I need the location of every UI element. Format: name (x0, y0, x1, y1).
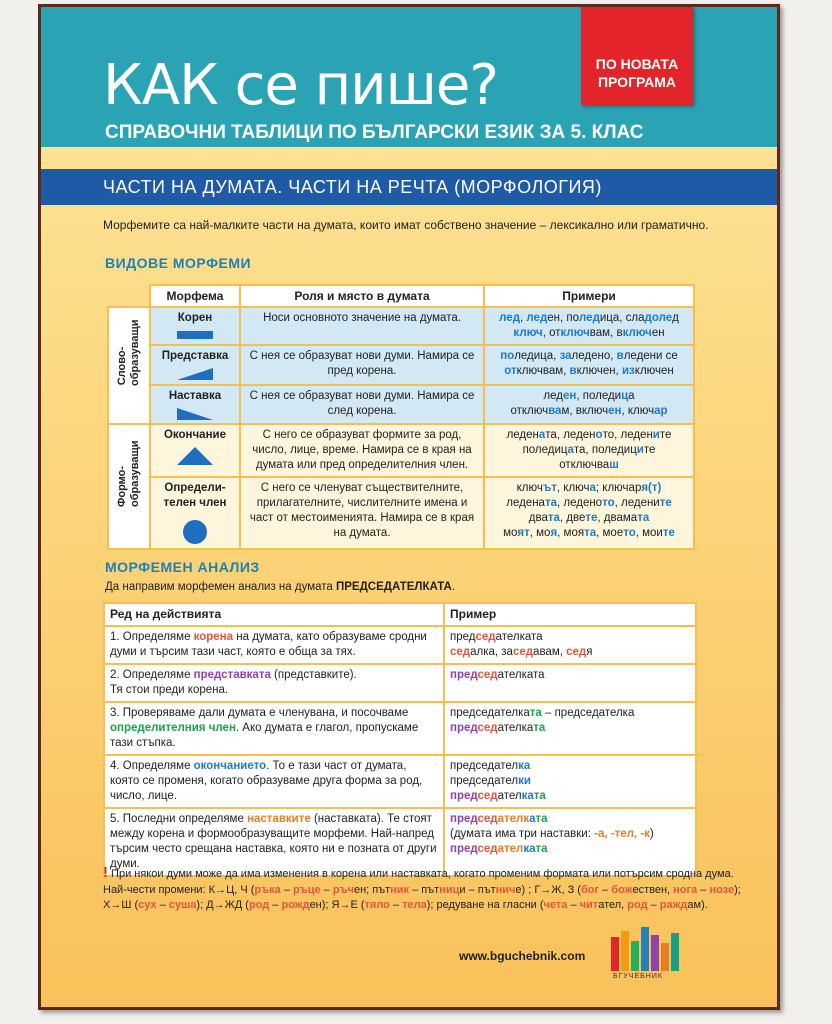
analysis-table (103, 602, 697, 877)
table-row: 5. Последни определяме наставките (наставката). Те стоят между корена и формообразуващите морфеми. Най-напред търсим често срещана наставка, която ни е позната от други думи. председателката (думата има три наставки: -а, -тел, -к) председателката (104, 808, 696, 876)
new-program-badge: ПО НОВАТА ПРОГРАМА (581, 7, 693, 105)
morpheme-types-table (107, 284, 695, 550)
col-steps: Ред на действията (104, 603, 444, 626)
poster (38, 4, 780, 1010)
table-row: Наставка С нея се образуват нови думи. Намира се след корена. леден, поледица отключвам, включен, ключар (108, 385, 694, 424)
table-row: 1. Определяме корена на думата, като образуваме сродни думи и търсим тази част, която е обща за тях. председателката седалка, заседавам, седя (104, 626, 696, 664)
article-circle-icon (182, 519, 208, 545)
suffix-wedge-icon (177, 408, 213, 420)
logo-text: БГУЧЕБНИК (613, 973, 663, 980)
analysis-heading: МОРФЕМЕН АНАЛИЗ (105, 559, 260, 575)
prefix-wedge-icon (177, 368, 213, 380)
table-row: Слово- образуващи Корен Носи основното значение на думата. лед, леден, поледица, сладолед ключ, отключвам, включен (108, 307, 694, 345)
col-examples: Примери (484, 285, 694, 307)
table-row: 2. Определяме представката (представките). Тя стои преди корена. председателката (104, 664, 696, 702)
intro-text: Морфемите са най-малките части на думата, които имат собствено значение – лексикално или граматично. (103, 218, 709, 232)
table-row: 3. Проверяваме дали думата е членувана, и посочваме определителния член. Ако думата е глагол, пропускаме тази стъпка. председателката – председателка председателката (104, 702, 696, 755)
table-row: Формо- образуващи Окончание С него се образуват формите за род, число, лице, време. Намира се в края на думата или пред определителния член. ледената, леденото, ледените поледицата, поледиците отключваш (108, 424, 694, 477)
page-title: КАК се пише? (103, 53, 499, 118)
analysis-lead: Да направим морфемен анализ на думата ПРЕДСЕДАТЕЛКАТА. (105, 581, 456, 593)
morpheme-root: Корен (150, 307, 240, 345)
table-header-row (108, 285, 694, 307)
root-bar-icon (177, 330, 213, 340)
col-example: Пример (444, 603, 696, 626)
morpheme-article: Определи- телен член (150, 477, 240, 549)
page-subtitle: СПРАВОЧНИ ТАБЛИЦИ ПО БЪЛГАРСКИ ЕЗИК ЗА 5. КЛАС (105, 122, 644, 143)
table-header-row (104, 603, 696, 626)
morpheme-prefix: Представка (150, 345, 240, 385)
publisher-logo-icon (609, 921, 689, 973)
header (41, 7, 777, 147)
section-title: ЧАСТИ НА ДУМАТА. ЧАСТИ НА РЕЧТА (МОРФОЛОГИЯ) (41, 169, 777, 205)
note-text: ! При някои думи може да има изменения в корена или наставката, когато променим формата или потърсим сродна дума. Най-чести промени: К→Ц, Ч (ръка – ръце – ръчен; пътник – пътници – пътниче) ; Г→Ж, З (бог – божествен, нога – нозе); Х→Ш (сух – суша); Д→ЖД (род – рожден); Я→Е (тяло – тела); редуване на гласни (чета – читател, род – раждам). (103, 864, 741, 911)
ending-triangle-icon (177, 447, 213, 465)
morpheme-ending: Окончание (150, 424, 240, 477)
morpheme-suffix: Наставка (150, 385, 240, 424)
table-row: Определи- телен член С него се членуват съществителните, прилагателните, числителните имена и част от местоименията. Намира се в края на думата. ключът, ключа; ключаря(т) ледената, леденото, ледените двата, двете, двамата моят, моя, моята, моето, моите (108, 477, 694, 549)
table-row: Представка С нея се образуват нови думи. Намира се пред корена. поледица, заледено, вледени се отключвам, включен, изключен (108, 345, 694, 385)
table-row: 4. Определяме окончанието. То е тази част от думата, която се променя, когато образуваме друга форма за род, число, лице. председателка председателки председателката (104, 755, 696, 808)
group-form-forming: Формо- образуващи (108, 424, 150, 549)
group-word-forming: Слово- образуващи (108, 307, 150, 424)
website-url[interactable]: www.bguchebnik.com (459, 949, 586, 963)
col-role: Роля и място в думата (240, 285, 484, 307)
col-morpheme: Морфема (150, 285, 240, 307)
exclamation-icon: ! (103, 864, 108, 881)
morph-types-heading: ВИДОВЕ МОРФЕМИ (105, 255, 252, 271)
